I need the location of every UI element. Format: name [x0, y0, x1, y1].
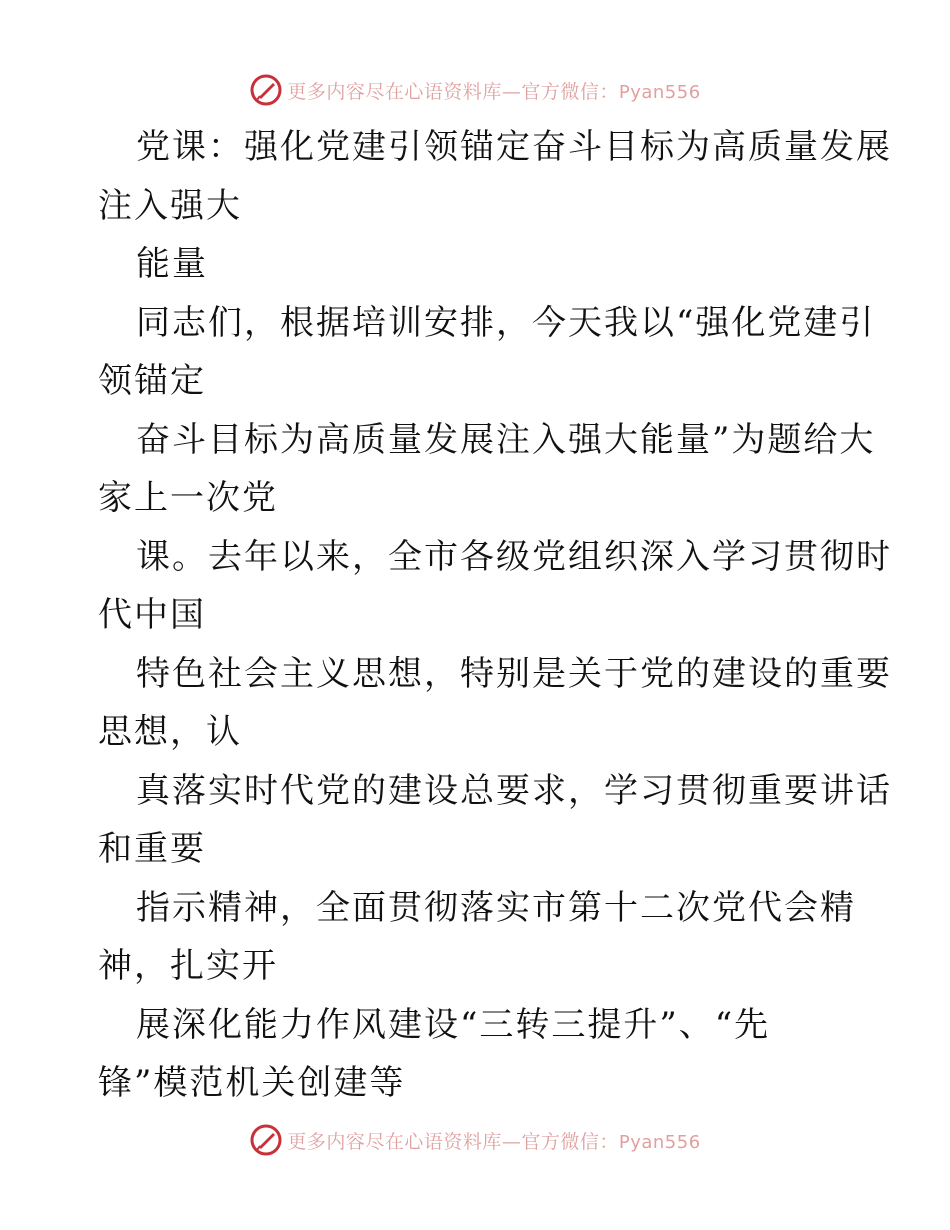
doc-line: 和重要	[98, 829, 206, 869]
doc-line: 代中国	[98, 595, 206, 635]
quill-logo-icon	[249, 1123, 283, 1157]
doc-line: 能量	[136, 244, 208, 284]
footer-watermark	[0, 1120, 950, 1160]
doc-line: 神，扎实开	[98, 946, 278, 986]
doc-line: 党课：强化党建引领锚定奋斗目标为高质量发展	[136, 127, 892, 167]
watermark-id: Pyan556	[618, 81, 701, 103]
header-watermark	[0, 70, 950, 110]
watermark-text: 更多内容尽在心语资料库—官方微信：Pyan556	[287, 1130, 701, 1153]
doc-line: 注入强大	[98, 185, 242, 226]
doc-line: 真落实时代党的建设总要求，学习贯彻重要讲话	[136, 770, 892, 811]
doc-line: 特色社会主义思想，特别是关于党的建设的重要	[136, 653, 892, 694]
doc-line: 课。去年以来，全市各级党组织深入学习贯彻时	[136, 536, 892, 577]
doc-line: 展深化能力作风建设“三转三提升”、“先	[136, 1004, 771, 1045]
doc-line: 领锚定	[98, 361, 206, 401]
doc-line: 锋”模范机关创建等	[98, 1063, 406, 1103]
quill-logo-icon	[249, 73, 283, 107]
document-body	[98, 118, 898, 1113]
watermark-text: 更多内容尽在心语资料库—官方微信：Pyan556	[287, 80, 701, 103]
doc-line: 奋斗目标为高质量发展注入强大能量”为题给大	[136, 419, 876, 460]
watermark-id: Pyan556	[618, 1131, 701, 1153]
doc-line: 家上一次党	[98, 478, 278, 518]
doc-line: 同志们，根据培训安排，今天我以“强化党建引	[136, 302, 876, 343]
doc-line: 指示精神，全面贯彻落实市第十二次党代会精	[136, 887, 856, 928]
doc-line: 思想，认	[98, 712, 242, 752]
